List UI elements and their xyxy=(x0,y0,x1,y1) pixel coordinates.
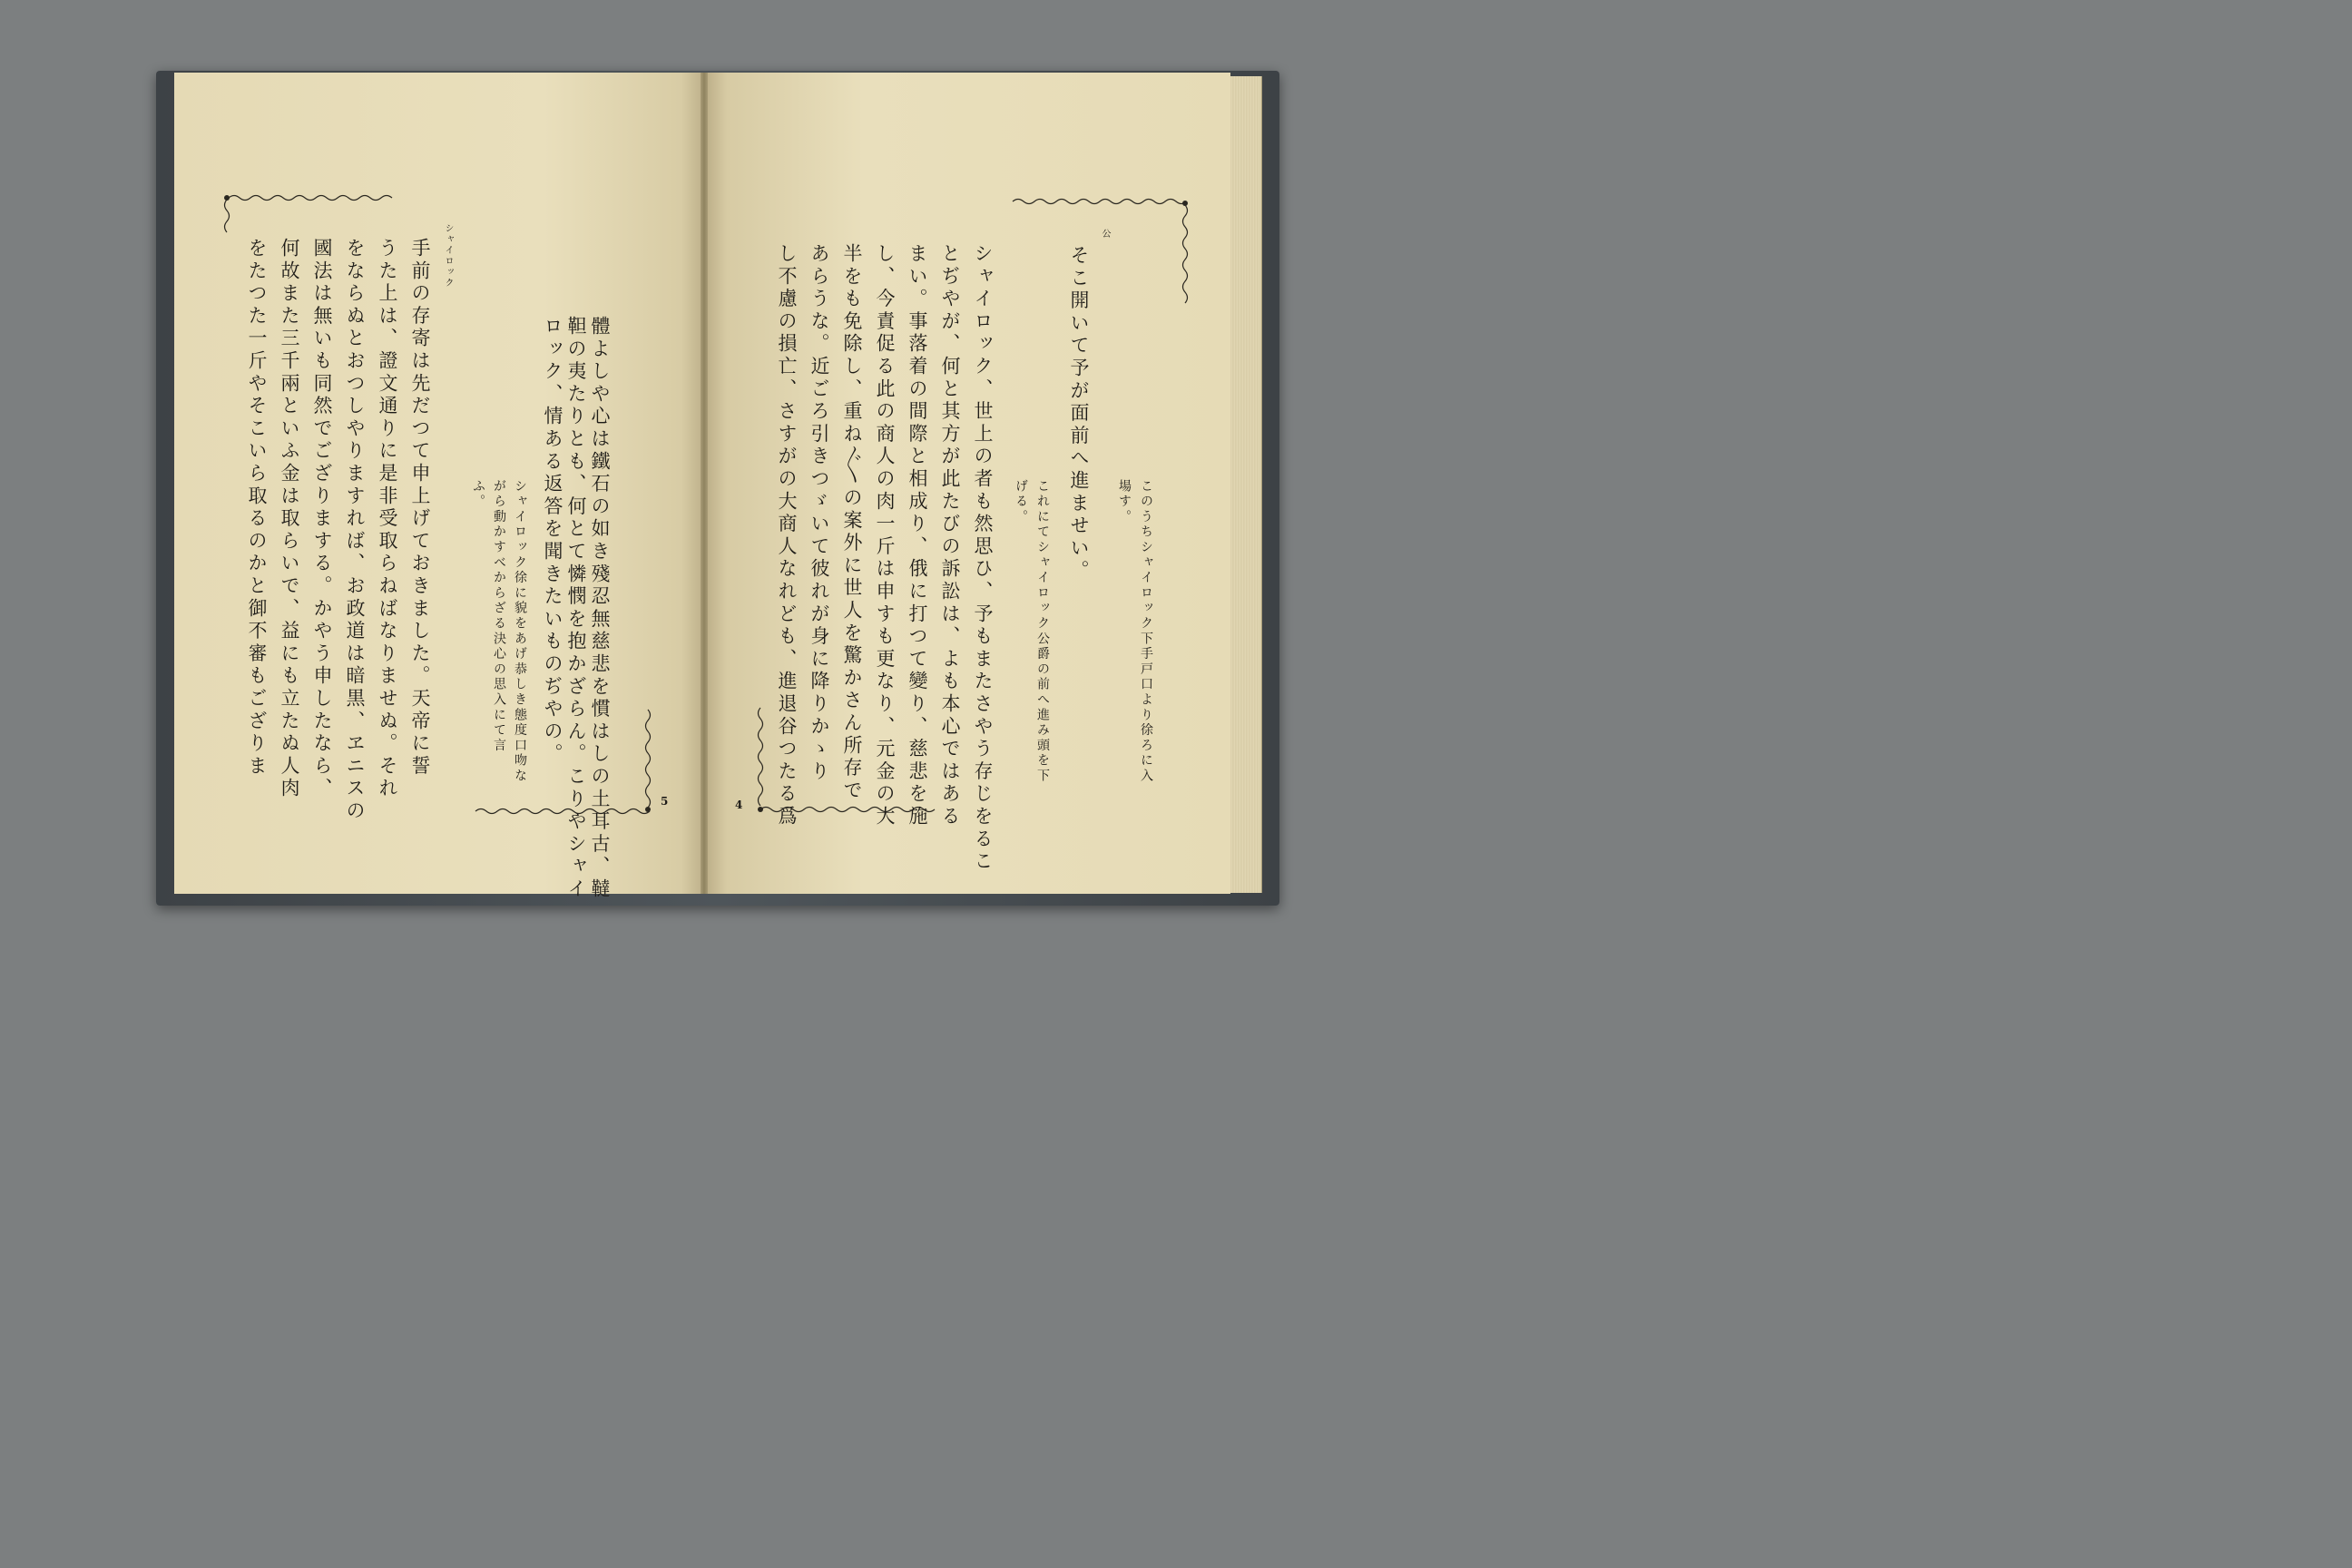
speaker-label-shylock: シャイロック xyxy=(443,223,453,289)
left-stage-direction-3: ふ。 xyxy=(471,479,485,510)
left-text-column-2: 靼の夷たりとも、何とて憐憫を抱かざらん。こりやシャイ xyxy=(565,316,587,901)
duke-line: そこ開いて予が面前へ進ませい。 xyxy=(1068,245,1090,583)
left-speech-column-1: 手前の存寄は先だつて申上げておきました。天帝に誓 xyxy=(409,238,431,779)
left-speech-column-2: うた上は、證文通りに是非受取らねばなりませぬ。それ xyxy=(377,238,398,800)
right-speech-column-1: シャイロック、世上の者も然思ひ、予もまたさやう存じをるこ xyxy=(972,243,994,874)
page-edges xyxy=(1230,76,1262,893)
left-text-column-3: ロック、情ある返答を聞きたいものぢやの。 xyxy=(542,316,564,766)
left-page-number: 5 xyxy=(661,795,669,808)
right-mid-direction-2: げる。 xyxy=(1014,479,1028,525)
left-text-column-1: 體よしや心は鐵石の如き殘忍無慈悲を慣はしの土耳古、韃 xyxy=(589,316,611,901)
right-top-direction-2: 場す。 xyxy=(1117,479,1132,525)
book-gutter xyxy=(701,73,708,894)
right-speech-column-4: し、今責促る此の商人の肉一斤は申すも更なり、元金の大 xyxy=(874,243,896,828)
right-top-direction-1: このうちシャイロック下手戸口より徐ろに入 xyxy=(1139,479,1153,784)
left-speech-column-6: をたつた一斤やそこいら取るのかと御不審もござりま xyxy=(246,238,268,779)
right-top-border-ornament xyxy=(1009,196,1191,314)
left-speech-column-5: 何故また三千兩といふ金は取らいで、益にも立たぬ人肉 xyxy=(279,238,300,800)
right-speech-column-3: まい。事落着の間際と相成り、俄に打つて變り、慈悲を施 xyxy=(906,243,928,828)
left-stage-direction-2: がら動かすべからざる決心の思入にて言 xyxy=(492,479,506,754)
right-mid-direction-1: これにてシャイロック公爵の前へ進み頭を下 xyxy=(1035,479,1050,784)
speaker-label-duke: 公 xyxy=(1100,229,1110,240)
right-page-number: 4 xyxy=(735,799,743,811)
right-speech-column-5: 半をも免除し、重ね〲の案外に世人を驚かさん所存で xyxy=(841,243,863,803)
left-stage-direction-1: シャイロック徐に貌をあげ恭しき態度口吻な xyxy=(513,479,527,784)
left-speech-column-3: をならぬとおつしやりますれば、お政道は暗黒、ヱニスの xyxy=(344,238,366,823)
right-speech-column-2: とぢやが、何と其方が此たびの訴訟は、よも本心ではある xyxy=(939,243,961,828)
right-speech-column-7: し不慮の損亡、さすがの大商人なれども、進退谷つたる爲 xyxy=(776,243,798,828)
right-speech-column-6: あらうな。近ごろ引きつゞいて彼れが身に降りかゝり xyxy=(808,243,830,784)
left-speech-column-4: 國法は無いも同然でござりまする。かやう申したなら、 xyxy=(311,238,333,800)
